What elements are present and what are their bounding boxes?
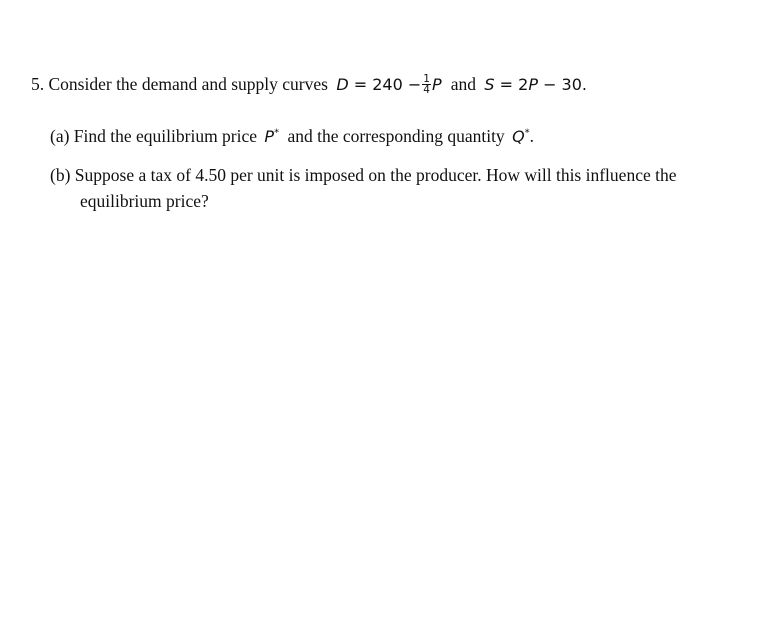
part-a-label: (a) Find the equilibrium price: [50, 126, 258, 146]
supply-rest: − 30.: [543, 75, 587, 94]
demand-equation: [336, 75, 446, 94]
supply-equation: [484, 75, 587, 94]
problem-number: 5.: [31, 74, 45, 94]
supply-var: S: [484, 75, 495, 94]
fraction-denominator: 4: [423, 84, 430, 96]
part-a-middle: and the corresponding quantity: [287, 126, 505, 146]
part-a-end: .: [529, 126, 535, 146]
demand-var: D: [336, 75, 349, 94]
problem-statement: [31, 73, 587, 96]
connector-and: and: [450, 74, 477, 94]
demand-fraction: [422, 74, 431, 95]
demand-constant: 240: [372, 75, 403, 94]
part-a: [50, 125, 534, 148]
fraction-numerator: 1: [423, 73, 430, 85]
supply-price-var: P: [528, 75, 538, 94]
problem-intro: Consider the demand and supply curves: [48, 74, 328, 94]
part-b-line-1: (b) Suppose a tax of 4.50 per unit is imposed on the producer. How will this influence the: [50, 165, 677, 185]
demand-eq-sign: =: [353, 75, 368, 94]
demand-minus: −: [407, 75, 422, 94]
demand-price-var: P: [431, 75, 442, 94]
supply-eq-text: = 2: [499, 75, 529, 94]
equilibrium-price-symbol: P*: [264, 127, 280, 146]
equilibrium-quantity-symbol: Q*: [512, 127, 530, 146]
part-b-line-2: equilibrium price?: [80, 191, 209, 211]
